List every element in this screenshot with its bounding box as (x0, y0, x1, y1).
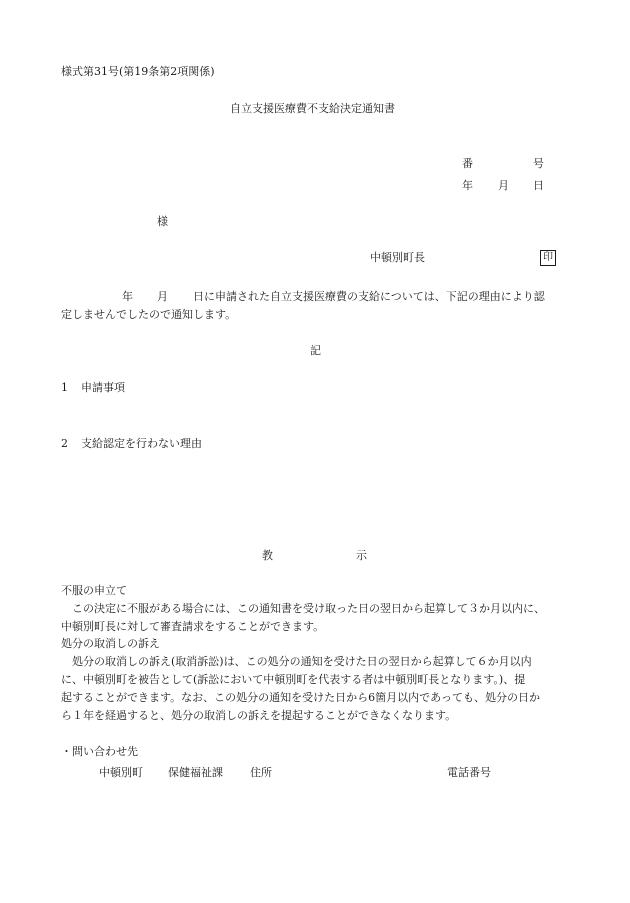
notice-title-b: 示 (356, 549, 367, 562)
contact-address-label: 住所 (250, 766, 272, 779)
cancellation-line-1: 処分の取消しの訴え(取消訴訟)は、この処分の通知を受けた日の翌日から起算して６か月以内 (72, 655, 532, 668)
document-number-suffix: 号 (533, 157, 544, 170)
appeal-line-1: この決定に不服がある場合には、この通知書を受け取った日の翌日から起算して３か月以内に、 (72, 602, 545, 615)
recipient-suffix: 様 (157, 215, 168, 228)
document-number-label: 番 (462, 157, 473, 170)
ki-heading: 記 (310, 344, 321, 357)
date-month: 月 (498, 179, 509, 192)
cancellation-line-2: に、中頓別町を被告として(訴訟において中頓別町を代表する者は中頓別町長となります。)、提 (61, 673, 526, 686)
application-year: 年 (122, 290, 133, 303)
contact-heading: ・問い合わせ先 (61, 745, 138, 758)
item-1-number: 1 (61, 381, 68, 394)
body-line-2: 定しませんでしたので通知します。 (61, 308, 237, 321)
item-1-label: 申請事項 (81, 381, 125, 394)
date-day: 日 (533, 179, 544, 192)
notice-title-a: 教 (262, 549, 273, 562)
cancellation-line-3: 起することができます。なお、この処分の通知を受けた日から6箇月以内であっても、処分の日か (61, 691, 541, 704)
application-month: 月 (157, 290, 168, 303)
issuer-name: 中頓別町長 (370, 251, 425, 264)
cancellation-heading: 処分の取消しの訴え (61, 637, 160, 650)
document-title: 自立支援医療費不支給決定通知書 (230, 102, 395, 115)
item-2-label: 支給認定を行わない理由 (81, 437, 202, 450)
body-line-1: 日に申請された自立支援医療費の支給については、下記の理由により認 (193, 290, 545, 303)
contact-department: 保健福祉課 (168, 766, 223, 779)
date-year: 年 (462, 179, 473, 192)
appeal-line-2: 中頓別町長に対して審査請求をすることができます。 (61, 620, 325, 633)
appeal-heading: 不服の申立て (61, 584, 127, 597)
contact-phone-label: 電話番号 (447, 766, 491, 779)
item-2-number: 2 (61, 437, 68, 450)
form-number: 様式第31号(第19条第2項関係) (61, 65, 215, 78)
seal-mark: 印 (540, 250, 556, 266)
cancellation-line-4: ら１年を経過すると、処分の取消しの訴えを提起することができなくなります。 (61, 709, 457, 722)
contact-town: 中頓別町 (99, 766, 143, 779)
